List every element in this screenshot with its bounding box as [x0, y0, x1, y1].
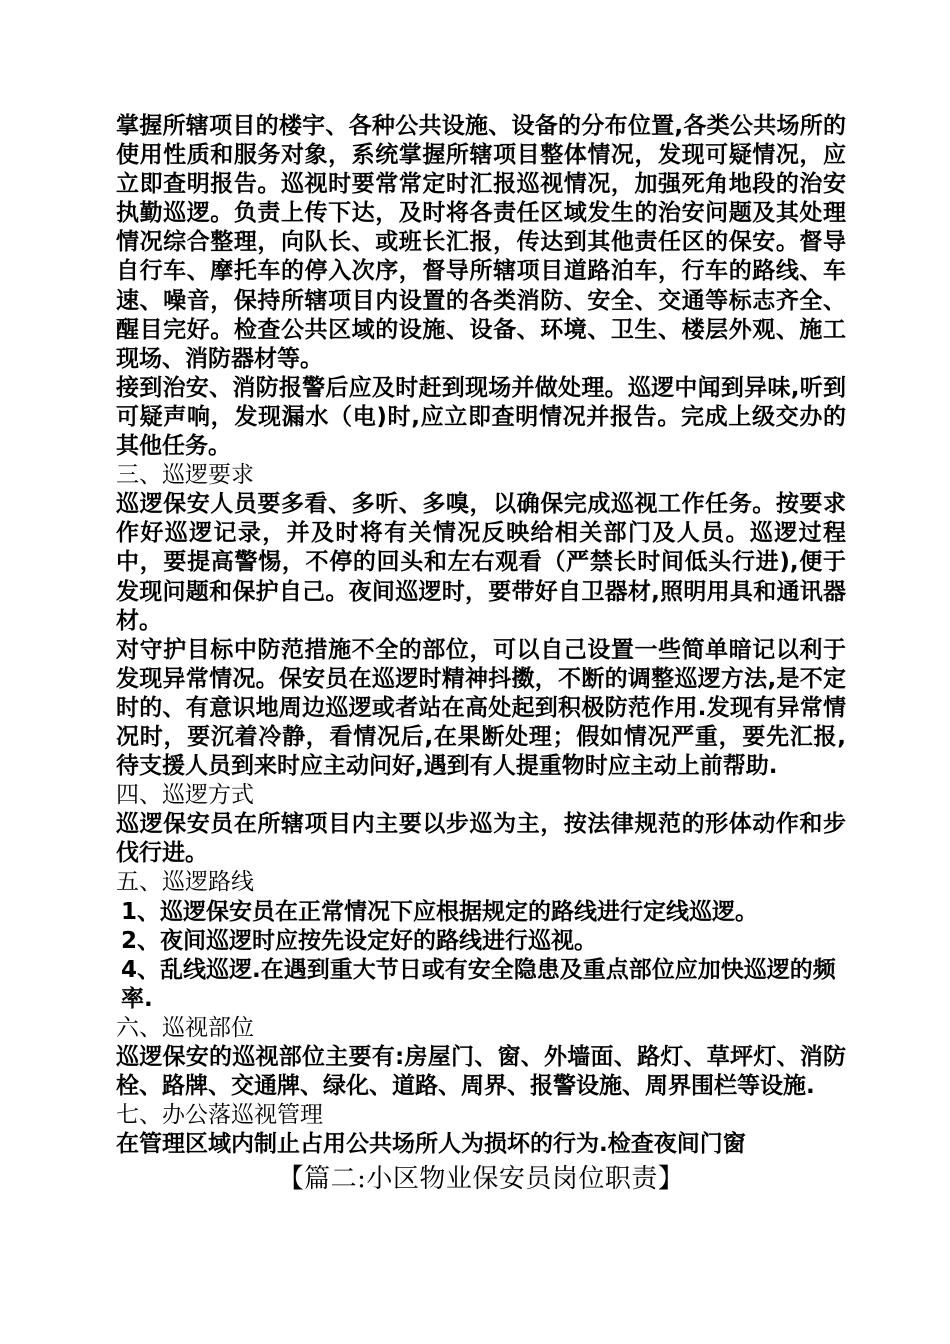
heading-patrol-requirements: 三、巡逻要求 [116, 462, 254, 489]
section-title: 【篇二:小区物业保安员岗位职责】 [277, 1164, 685, 1195]
heading-patrol-locations: 六、巡视部位 [116, 1014, 254, 1041]
list-item-route-4: 4、乱线巡逻.在遇到重大节日或有安全隐患及重点部位应加快巡逻的频率. [121, 956, 836, 1012]
paragraph-patrol-method: 巡逻保安员在所辖项目内主要以步巡为主，按法律规范的形体动作和步伐行进。 [116, 811, 846, 867]
document-page [116, 112, 846, 1195]
heading-patrol-route: 五、巡逻路线 [116, 869, 254, 896]
heading-patrol-method: 四、巡逻方式 [116, 782, 254, 809]
paragraph-duties: 掌握所辖项目的楼宇、各种公共设施、设备的分布位置,各类公共场所的使用性质和服务对象，系统掌握所辖项目整体情况，发现可疑情况，应立即查明报告。巡视时要常常定时汇报巡视情况，加强死角地段的治安执勤巡逻。负责上传下达，及时将各责任区域发生的治安问题及其处理情况综合整理，向队长、或班长汇报，传达到其他责任区的保安。督导自行车、摩托车的停入次序，督导所辖项目道路泊车，行车的路线、车速、噪音，保持所辖项目内设置的各类消防、安全、交通等标志齐全、醒目完好。检查公共区域的设施、设备、环境、卫生、楼层外观、施工现场、消防器材等。 [116, 113, 846, 372]
heading-office-patrol: 七、办公落巡视管理 [116, 1102, 323, 1129]
paragraph-alarm-response: 接到治安、消防报警后应及时赶到现场并做处理。巡逻中闻到异味,听到可疑声响，发现漏水（电)时,应立即查明情况并报告。完成上级交办的其他任务。 [116, 374, 846, 460]
list-item-route-1: 1、巡逻保安员在正常情况下应根据规定的路线进行定线巡逻。 [121, 898, 759, 925]
paragraph-patrol-locations: 巡逻保安的巡视部位主要有:房屋门、窗、外墙面、路灯、草坪灯、消防栓、路牌、交通牌、绿化、道路、周界、报警设施、周界围栏等设施. [116, 1044, 846, 1100]
paragraph-protection-targets: 对守护目标中防范措施不全的部位，可以自己设置一些简单暗记以利于发现异常情况。保安员在巡逻时精神抖擞，不断的调整巡逻方法,是不定时的、有意识地周边巡逻或者站在高处起到积极防范作用.发现有异常情况时，要沉着冷静，看情况后,在果断处理；假如情况严重，要先汇报,待支援人员到来时应主动问好,遇到有人提重物时应主动上前帮助. [116, 636, 846, 780]
paragraph-office-patrol: 在管理区域内制止占用公共场所人为损坏的行为.检查夜间门窗 [116, 1131, 746, 1158]
list-item-route-2: 2、夜间巡逻时应按先设定好的路线进行巡视。 [121, 927, 598, 954]
paragraph-patrol-requirements: 巡逻保安人员要多看、多听、多嗅，以确保完成巡视工作任务。按要求作好巡逻记录，并及时将有关情况反映给相关部门及人员。巡逻过程中，要提高警惕，不停的回头和左右观看（严禁长时间低头行进),便于发现问题和保护自己。夜间巡逻时，要带好自卫器材,照明用具和通讯器材。 [116, 491, 846, 634]
